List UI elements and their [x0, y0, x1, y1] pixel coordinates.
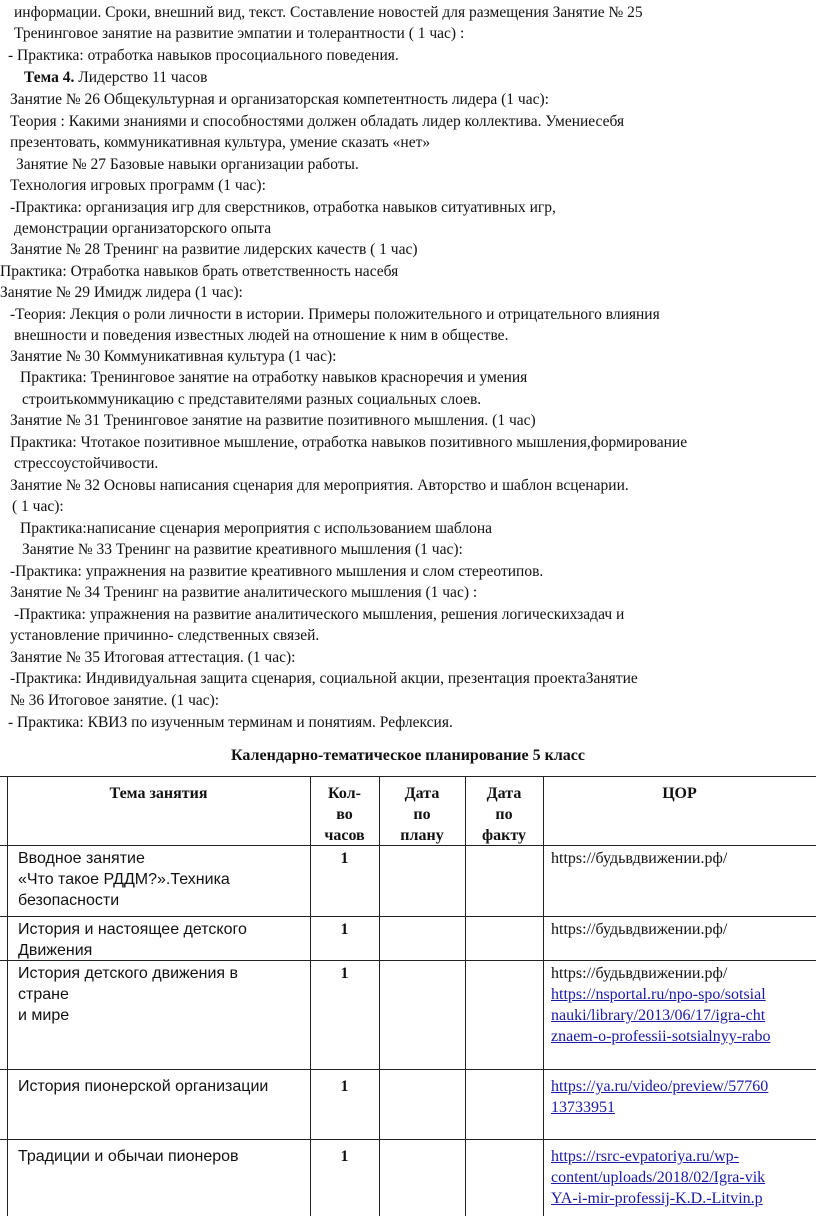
- text-line: стрессоустойчивости.: [14, 455, 159, 472]
- row-count: 1: [340, 965, 349, 982]
- row-topic: [18, 919, 247, 961]
- text-line: Занятие № 27 Базовые навыки организации работы.: [16, 156, 359, 173]
- text-line: № 36 Итоговое занятие. (1 час):: [10, 692, 220, 709]
- text-line: Занятие № 28 Тренинг на развитие лидерских качеств ( 1 час): [10, 241, 418, 258]
- text-line: установление причинно- следственных связей.: [10, 627, 320, 644]
- row-topic-line: Вводное занятие: [18, 850, 145, 867]
- header-topic: Тема занятия: [109, 785, 208, 802]
- row-topic: Традиции и обычаи пионеров: [18, 1148, 239, 1165]
- table-border: [0, 1139, 816, 1140]
- text-line: Занятие № 33 Тренинг на развитие креативного мышления (1 час):: [22, 541, 463, 558]
- plan-title: Календарно-тематическое планирование 5 класс: [230, 747, 586, 764]
- header-count-line: Кол-: [328, 785, 361, 802]
- resource-link[interactable]: [551, 1076, 768, 1118]
- text-line: -Практика: Индивидуальная защита сценария, социальной акции, презентация проектаЗанятие: [10, 670, 638, 687]
- header-plan-date-line: по: [413, 806, 431, 823]
- table-border: [0, 1069, 816, 1070]
- text-line: ( 1 час):: [12, 498, 64, 515]
- resource-link-line[interactable]: znaem-o-professii-sotsialnyy-rabo: [551, 1028, 771, 1045]
- row-topic: История пионерской организации: [18, 1078, 269, 1095]
- header-fact-date-line: по: [495, 806, 513, 823]
- resource-link[interactable]: [551, 1146, 765, 1209]
- text-line: информации. Сроки, внешний вид, текст. Составление новостей для размещения Занятие № 25: [14, 4, 643, 21]
- table-border: [0, 916, 816, 917]
- text-line: Занятие № 34 Тренинг на развитие аналитического мышления (1 час) :: [10, 584, 478, 601]
- text-line: Технология игровых программ (1 час):: [10, 177, 266, 194]
- resource-link-line[interactable]: https://ya.ru/video/preview/57760: [551, 1078, 769, 1095]
- text-line: Занятие № 26 Общекультурная и организаторская компетентность лидера (1 час):: [10, 91, 549, 108]
- resource-link-line[interactable]: 13733951: [551, 1099, 615, 1116]
- row-topic-line: История детского движения в: [18, 965, 239, 982]
- text-line: -Практика: упражнения на развитие аналитического мышления, решения логическихзадач и: [14, 606, 625, 623]
- header-plan-date: [379, 783, 465, 846]
- text-line: Практика: Отработка навыков брать ответственность насебя: [0, 263, 399, 280]
- header-resources: ЦОР: [662, 785, 697, 802]
- topic-heading: [24, 68, 207, 88]
- header-fact-date: [465, 783, 543, 846]
- text-line: Тренинговое занятие на развитие эмпатии и толерантности ( 1 час) :: [14, 25, 465, 42]
- text-line: Занятие № 32 Основы написания сценария для мероприятия. Авторство и шаблон всценарии.: [10, 477, 629, 494]
- plan-table: [0, 776, 816, 1216]
- row-count: 1: [340, 1148, 349, 1165]
- text-line: - Практика: КВИЗ по изученным терминам и понятиям. Рефлексия.: [8, 714, 453, 731]
- text-line: Занятие № 29 Имидж лидера (1 час):: [0, 284, 243, 301]
- text-line: строитькоммуникацию с представителями разных социальных слоев.: [22, 391, 482, 408]
- text-line: презентовать, коммуникативная культура, умение сказать «нет»: [10, 134, 431, 151]
- row-topic-line: стране: [18, 986, 69, 1003]
- row-topic: [18, 963, 238, 1026]
- row-topic-line: История и настоящее детского: [18, 921, 247, 938]
- resource-link-line[interactable]: YA-i-mir-professij-K.D.-Litvin.p: [551, 1190, 763, 1207]
- row-topic-line: и мире: [18, 1007, 70, 1024]
- table-border: [543, 776, 544, 1216]
- row-topic-line: «Что такое РДДМ?».Техника: [18, 871, 230, 888]
- text-line: -Теория: Лекция о роли личности в истории. Примеры положительного и отрицательного влияния: [10, 306, 660, 323]
- text-line: -Практика: упражнения на развитие креативного мышления и слом стереотипов.: [10, 563, 544, 580]
- resource-link-line[interactable]: https://rsrc-evpatoriya.ru/wp-: [551, 1148, 739, 1165]
- text-line: Занятие № 30 Коммуникативная культура (1 час):: [10, 348, 337, 365]
- header-plan-date-line: Дата: [404, 785, 440, 802]
- row-topic-line: Движения: [18, 942, 93, 959]
- header-count: [310, 783, 379, 846]
- resource-url: https://будьвдвижении.рф/: [551, 921, 728, 938]
- text-line: Занятие № 35 Итоговая аттестация. (1 час):: [10, 649, 296, 666]
- text-line: -Практика: организация игр для сверстников, отработка навыков ситуативных игр,: [10, 199, 556, 216]
- resource-link-line[interactable]: nauki/library/2013/06/17/igra-cht: [551, 1007, 766, 1024]
- resource-link-line[interactable]: content/uploads/2018/02/Igra-vik: [551, 1169, 766, 1186]
- header-count-line: во: [336, 806, 353, 823]
- header-count-line: часов: [324, 827, 365, 844]
- text-line: Практика:написание сценария мероприятия с использованием шаблона: [20, 520, 493, 537]
- row-count: 1: [340, 1078, 349, 1095]
- topic-title: Лидерство 11 часов: [78, 69, 208, 86]
- row-count: 1: [340, 921, 349, 938]
- text-line: внешности и поведения известных людей на отношение к ним в обществе.: [14, 327, 509, 344]
- text-line: Теория : Какими знаниями и способностями должен обладать лидер коллектива. Умениесебя: [10, 113, 625, 130]
- table-border: [7, 776, 8, 1216]
- header-plan-date-line: плану: [400, 827, 444, 844]
- text-line: - Практика: отработка навыков просоциального поведения.: [8, 47, 399, 64]
- text-line: Практика: Чтотакое позитивное мышление, отработка навыков позитивного мышления,формирование: [10, 434, 688, 451]
- row-topic-line: безопасности: [18, 892, 120, 909]
- header-fact-date-line: факту: [482, 827, 526, 844]
- resource-url: https://будьвдвижении.рф/: [551, 965, 728, 982]
- header-fact-date-line: Дата: [486, 785, 522, 802]
- text-line: Практика: Тренинговое занятие на отработку навыков красноречия и умения: [20, 369, 528, 386]
- topic-label: Тема 4.: [24, 69, 75, 86]
- text-line: демонстрации организаторского опыта: [14, 220, 272, 237]
- row-count: 1: [340, 850, 349, 867]
- resource-link[interactable]: [551, 984, 770, 1047]
- resource-link-line[interactable]: https://nsportal.ru/npo-spo/sotsial: [551, 986, 766, 1003]
- row-topic: [18, 848, 230, 911]
- text-line: Занятие № 31 Тренинговое занятие на развитие позитивного мышления. (1 час): [10, 412, 536, 429]
- table-border: [0, 776, 816, 777]
- resource-url: https://будьвдвижении.рф/: [551, 850, 728, 867]
